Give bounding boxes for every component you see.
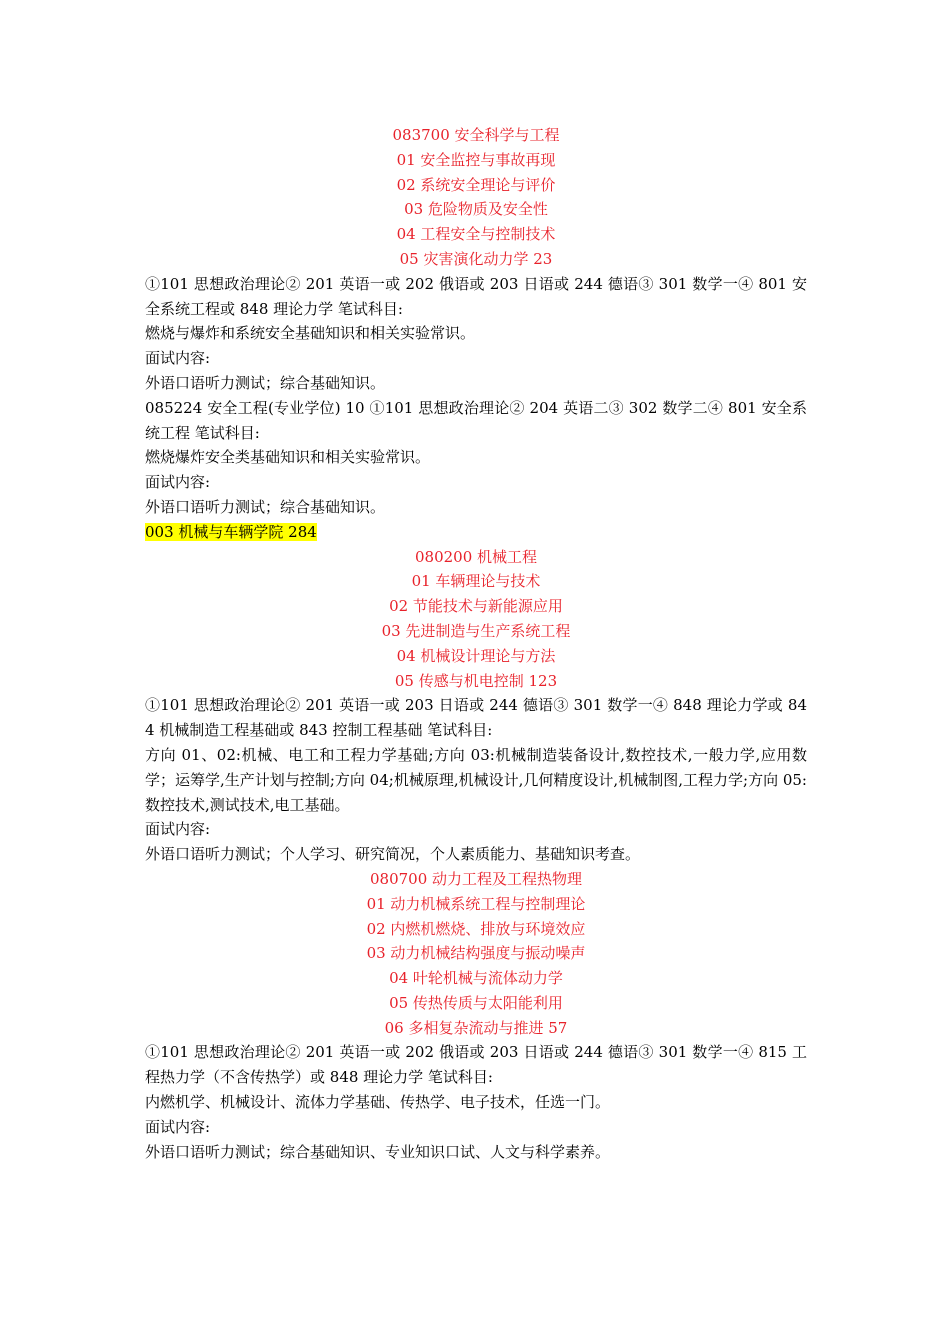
direction-03-manufacturing: 03 先进制造与生产系统工程 [381, 621, 571, 640]
written-exam-content-083700: 燃烧与爆炸和系统安全基础知识和相关实验常识。 [145, 324, 476, 343]
interview-label: 面试内容: [145, 820, 211, 839]
direction-02-system-safety: 02 系统安全理论与评价 [396, 175, 556, 194]
direction-04-turbomachinery: 04 叶轮机械与流体动力学 [389, 969, 563, 988]
heading-080700: 080700 动力工程及工程热物理 [369, 869, 583, 888]
direction-05-heat-transfer: 05 传热传质与太阳能利用 [389, 993, 563, 1012]
exam-subjects-080200: ①101 思想政治理论② 201 英语一或 203 日语或 244 德语③ 301 数学一④ 848 理论力学或 844 机械制造工程基础或 843 控制工程基础 笔试科目: [145, 696, 807, 740]
direction-04-mechanical-design: 04 机械设计理论与方法 [396, 646, 556, 665]
direction-01-power-machinery: 01 动力机械系统工程与控制理论 [366, 894, 586, 913]
interview-label: 面试内容: [145, 1117, 211, 1136]
direction-02-energy-saving: 02 节能技术与新能源应用 [389, 597, 563, 616]
highlighted-school-name: 003 机械与车辆学院 284 [145, 522, 317, 541]
school-heading-003 [145, 520, 807, 545]
interview-label: 面试内容: [145, 349, 211, 368]
direction-03-structural-strength: 03 动力机械结构强度与振动噪声 [366, 944, 586, 963]
interview-label: 面试内容: [145, 473, 211, 492]
written-exam-content-085224: 燃烧爆炸安全类基础知识和相关实验常识。 [145, 448, 431, 467]
heading-080200: 080200 机械工程 [414, 547, 538, 566]
heading-083700: 083700 安全科学与工程 [392, 126, 560, 144]
direction-01-safety-monitoring: 01 安全监控与事故再现 [396, 150, 556, 169]
exam-subjects-083700: ①101 思想政治理论② 201 英语一或 202 俄语或 203 日语或 244 德语③ 301 数学一④ 801 安全系统工程或 848 理论力学 笔试科目: [145, 274, 807, 318]
direction-04-engineering-safety: 04 工程安全与控制技术 [396, 225, 556, 244]
document-page [145, 123, 807, 1164]
exam-subjects-085224: 085224 安全工程(专业学位) 10 ①101 思想政治理论② 204 英语二③ 302 数学二④ 801 安全系统工程 笔试科目: [145, 398, 807, 442]
written-exam-content-080200: 方向 01、02:机械、电工和工程力学基础;方向 03:机械制造装备设计,数控技术,一般力学,应用数学；运筹学,生产计划与控制;方向 04;机械原理,机械设计,几何精度设计,机械制图,工程力学;方向 05:数控技术,测试技术,电工基础。 [145, 745, 807, 814]
interview-content-083700: 外语口语听力测试；综合基础知识。 [145, 373, 386, 392]
direction-05-disaster-dynamics: 05 灾害演化动力学 23 [399, 249, 553, 268]
exam-subjects-080700: ①101 思想政治理论② 201 英语一或 202 俄语或 203 日语或 244 德语③ 301 数学一④ 815 工程热力学（不含传热学）或 848 理论力学 笔试科目: [145, 1043, 807, 1087]
direction-02-combustion: 02 内燃机燃烧、排放与环境效应 [366, 919, 586, 938]
interview-content-080200: 外语口语听力测试；个人学习、研究简况，个人素质能力、基础知识考查。 [145, 845, 641, 864]
direction-06-multiphase-flow: 06 多相复杂流动与推进 57 [384, 1018, 568, 1037]
direction-03-hazardous-materials: 03 危险物质及安全性 [404, 200, 548, 219]
written-exam-content-080700: 内燃机学、机械设计、流体力学基础、传热学、电子技术，任选一门。 [145, 1093, 611, 1112]
direction-05-sensing-control: 05 传感与机电控制 123 [394, 671, 558, 690]
direction-01-vehicle: 01 车辆理论与技术 [411, 572, 541, 591]
interview-content-080700: 外语口语听力测试；综合基础知识、专业知识口试、人文与科学素养。 [145, 1142, 611, 1161]
interview-content-085224: 外语口语听力测试；综合基础知识。 [145, 497, 386, 516]
